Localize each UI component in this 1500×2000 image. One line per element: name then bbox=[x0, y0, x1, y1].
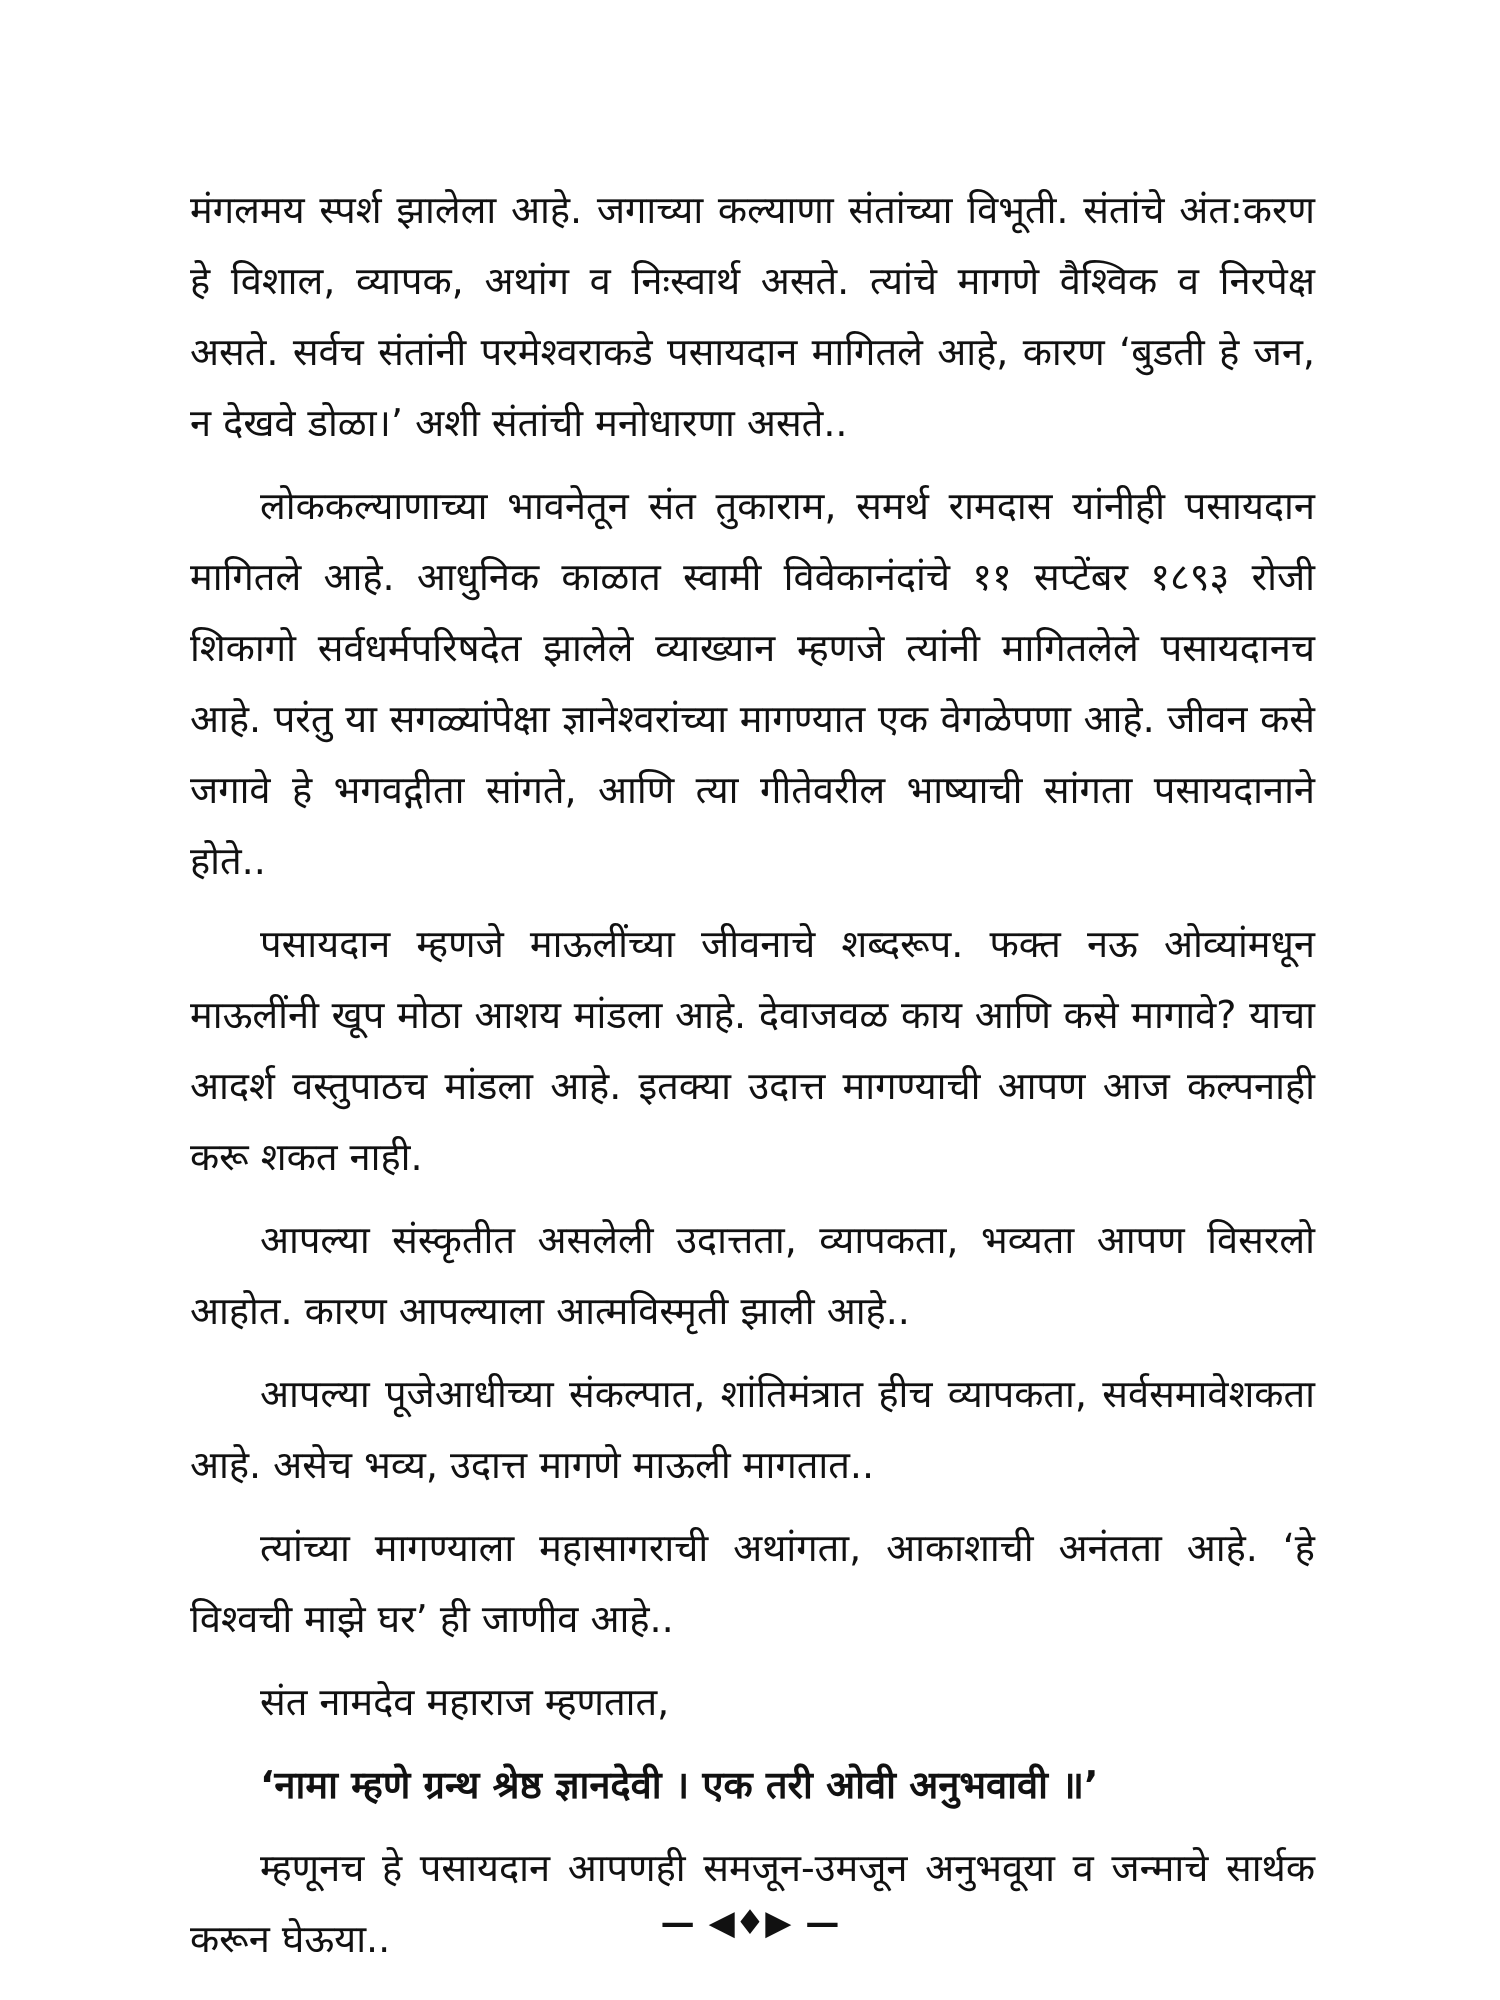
paragraph-2: लोककल्याणाच्या भावनेतून संत तुकाराम, समर्थ रामदास यांनीही पसायदान मागितले आहे. आधुनिक काळात स्वामी विवेकानंदांचे ११ सप्टेंबर १८९३ रोजी शिकागो सर्वधर्मपरिषदेत झालेले व्याख्यान म्हणजे त्यांनी मागितलेले पसायदानच आहे. परंतु या सगळ्यांपेक्षा ज्ञानेश्वरांच्या मागण्यात एक वेगळेपणा आहे. जीवन कसे जगावे हे भगवद्गीता सांगते, आणि त्या गीतेवरील भाष्याची सांगता पसायदानाने होते.. bbox=[190, 484, 1315, 883]
right-dash: — bbox=[805, 1903, 840, 1943]
left-dash: — bbox=[660, 1903, 695, 1943]
paragraph-4: आपल्या संस्कृतीत असलेली उदात्तता, व्यापकता, भव्यता आपण विसरलो आहोत. कारण आपल्याला आत्मविस्मृती झाली आहे.. bbox=[190, 1218, 1315, 1333]
page-body bbox=[190, 175, 1315, 1961]
footer-ornament bbox=[0, 1898, 1500, 1948]
paragraph-9: म्हणूनच हे पसायदान आपणही समजून-उमजून अनुभवूया व जन्माचे सार्थक करून घेऊया.. bbox=[190, 1846, 1315, 1961]
paragraph-1: मंगलमय स्पर्श झालेला आहे. जगाच्या कल्याणा संतांच्या विभूती. संतांचे अंत:करण हे विशाल, व्यापक, अथांग व निःस्वार्थ असते. त्यांचे मागणे वैश्विक व निरपेक्ष असते. सर्वच संतांनी परमेश्वराकडे पसायदान मागितले आहे, कारण ‘बुडती हे जन, न देखवे डोळा।’ अशी संतांची मनोधारणा असते.. bbox=[190, 188, 1315, 445]
quote-line: ‘नामा म्हणे ग्रन्थ श्रेष्ठ ज्ञानदेवी । एक तरी ओवी अनुभवावी ॥’ bbox=[260, 1763, 1099, 1807]
paragraph-7: संत नामदेव महाराज म्हणतात, bbox=[260, 1680, 670, 1724]
ornament-icon: ◀♦▶ bbox=[708, 1903, 792, 1943]
paragraph-6: त्यांच्या मागण्याला महासागराची अथांगता, आकाशाची अनंतता आहे. ‘हे विश्वची माझे घर’ ही जाणीव आहे.. bbox=[190, 1526, 1315, 1641]
paragraph-5: आपल्या पूजेआधीच्या संकल्पात, शांतिमंत्रात हीच व्यापकता, सर्वसमावेशकता आहे. असेच भव्य, उदात्त मागणे माऊली मागतात.. bbox=[190, 1372, 1315, 1487]
paragraph-3: पसायदान म्हणजे माऊलींच्या जीवनाचे शब्दरूप. फक्त नऊ ओव्यांमधून माऊलींनी खूप मोठा आशय मांडला आहे. देवाजवळ काय आणि कसे मागावे? याचा आदर्श वस्तुपाठच मांडला आहे. इतक्या उदात्त मागण्याची आपण आज कल्पनाही करू शकत नाही. bbox=[190, 922, 1315, 1179]
